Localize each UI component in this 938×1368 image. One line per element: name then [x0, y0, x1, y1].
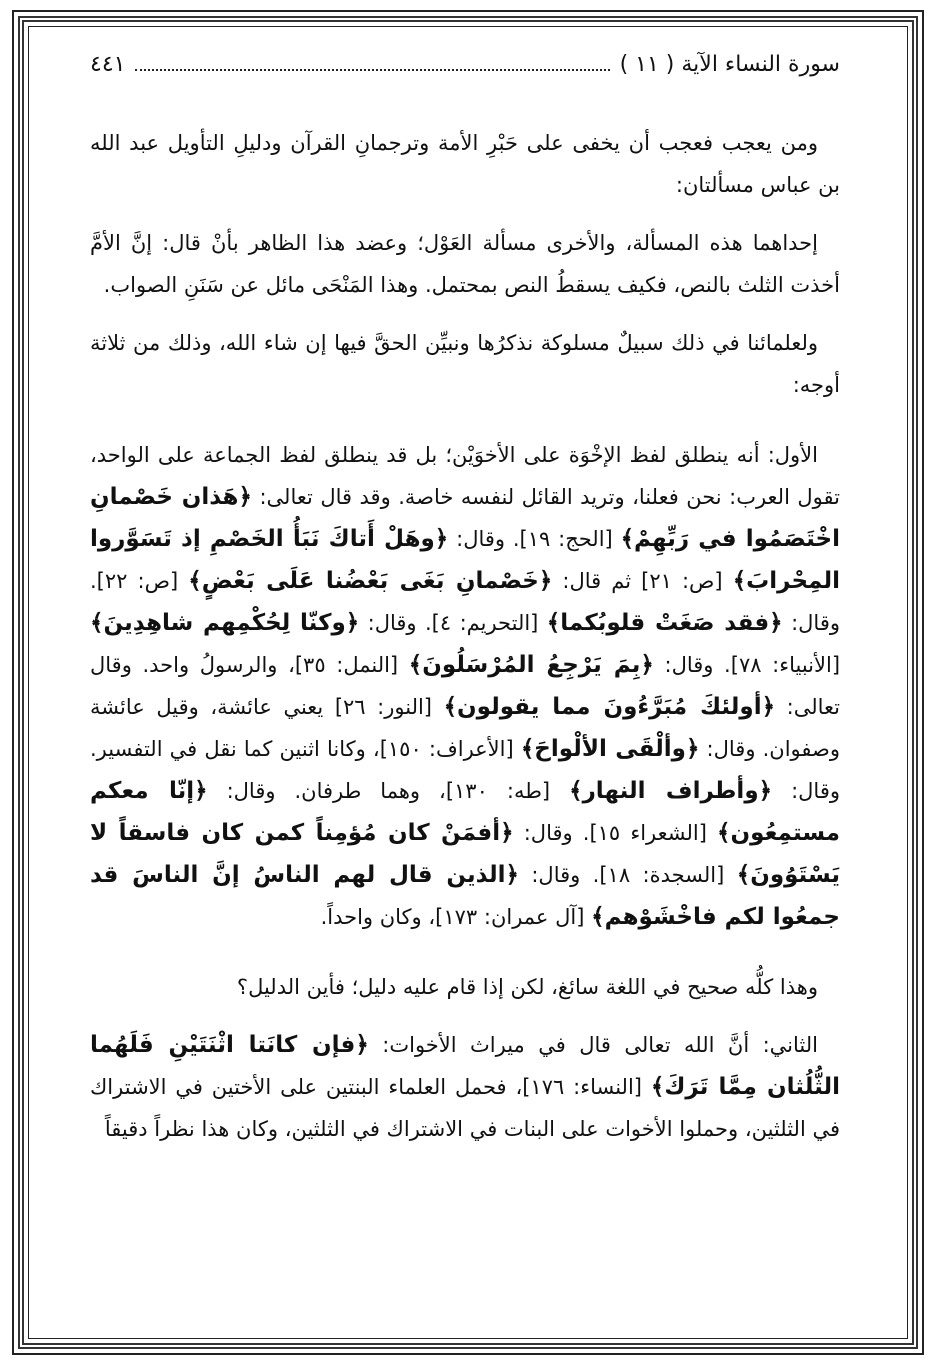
body-text: ومن يعجب فعجب أن يخفى على حَبْرِ الأمة وترجمانِ القرآن ودليلِ التأويل عبد الله بن عباس مسألتان:	[90, 131, 840, 197]
body-text: [النساء: ١٧٦]، فحمل العلماء البنتين على الأختين في الاشتراك في الثلثين، وحملوا الأخوات على البنات في الاشتراك في الثلثين، وكان هذا نظراً دقيقاً	[90, 1075, 840, 1141]
body-text: [ص: ٢١] ثم قال:	[552, 569, 733, 593]
quran-verse: ﴿وألْقَى الألْواحَ﴾	[520, 736, 700, 762]
quran-verse: ﴿خَصْمانِ بَغَى بَعْضُنا عَلَى بَعْضٍ﴾	[188, 568, 553, 594]
quran-verse: ﴿وأطراف النهار﴾	[569, 778, 773, 804]
paragraph-4	[90, 434, 840, 938]
quran-verse: ﴿فقد صَغَتْ قلوبُكما﴾	[546, 610, 783, 636]
paragraph-1	[90, 122, 840, 206]
body-text: [النمل: ٣٥]، والرسولُ واحد. وقال تعالى:	[90, 653, 840, 719]
body-text: [السجدة: ١٨]. وقال:	[518, 863, 737, 887]
body-text: الأول: أنه ينطلق لفظ الإخْوَة على الأخوَيْن؛ بل قد ينطلق لفظ الجماعة على الواحد، تقول العرب: نحن فعلنا، وتريد القائل لنفسه خاصة. وقد قال تعالى:	[90, 443, 840, 509]
leader-dots	[135, 69, 609, 71]
body-text: [الأنبياء: ٧٨]. وقال:	[653, 653, 841, 677]
paragraph-2	[90, 222, 840, 306]
quran-verse: ﴿الذين قال لهم الناسُ إنَّ الناسَ قد جمعُوا لكم فاخْشَوْهم﴾	[90, 862, 840, 930]
quran-verse: ﴿أفمَنْ كان مُؤمِناً كمن كان فاسقاً لا يَسْتَوُونَ﴾	[90, 820, 840, 888]
body-text: [الشعراء ١٥]. وقال:	[513, 821, 718, 845]
paragraph-6	[90, 1024, 840, 1150]
quran-verse: ﴿أولئكَ مُبَرَّءُونَ مما يقولون﴾	[443, 694, 776, 720]
body-text: ولعلمائنا في ذلك سبيلٌ مسلوكة نذكرُها ونبيِّن الحقَّ فيها إن شاء الله، وذلك من ثلاثة أوجه:	[90, 331, 840, 397]
surah-heading: سورة النساء الآية ( ١١ )	[619, 52, 840, 77]
body-text: [طه: ١٣٠]، وهما طرفان. وقال:	[207, 779, 570, 803]
quran-verse: ﴿إنّا معكم مستمِعُون﴾	[90, 778, 841, 846]
page-number: ٤٤١	[90, 52, 126, 77]
paragraph-5	[90, 966, 840, 1008]
body-text: [التحريم: ٤]. وقال:	[359, 611, 547, 635]
quran-verse: ﴿هَذان خَصْمانِ اخْتَصَمُوا في رَبِّهِمْ﴾	[90, 484, 841, 552]
quran-verse: ﴿وكنّا لِحُكْمِهم شاهِدِينَ﴾	[90, 610, 360, 636]
body-text: وهذا كلُّه صحيح في اللغة سائغ، لكن إذا قام عليه دليل؛ فأين الدليل؟	[236, 975, 818, 999]
body-text: [الحج: ١٩]. وقال:	[448, 527, 621, 551]
body-text: [ص: ٢٢]. وقال:	[90, 569, 840, 635]
running-header	[90, 52, 840, 86]
quran-verse: ﴿فإن كانَتا اثْنَتَيْنِ فَلَهُما الثُّلُثان مِمَّا تَرَكَ﴾	[90, 1032, 840, 1100]
body-text: [النور: ٢٦] يعني عائشة، وقيل عائشة وصفوان. وقال:	[90, 695, 840, 761]
body-text: [الأعراف: ١٥٠]، وكانا اثنين كما نقل في التفسير. وقال:	[90, 737, 840, 803]
quran-verse: ﴿بِمَ يَرْجِعُ المُرْسَلُونَ﴾	[408, 652, 654, 678]
quran-verse: ﴿وهَلْ أَتاكَ نَبَأُ الخَصْمِ إذ تَسَوَّروا المِحْرابَ﴾	[90, 526, 840, 594]
body-text: [آل عمران: ١٧٣]، وكان واحداً.	[320, 905, 592, 929]
body-text: الثاني: أنَّ الله تعالى قال في ميراث الأخوات:	[368, 1033, 818, 1057]
paragraph-3	[90, 322, 840, 406]
body-text: إحداهما هذه المسألة، والأخرى مسألة العَوْل؛ وعضد هذا الظاهر بأنْ قال: إنَّ الأمَّ أخذت الثلث بالنص، فكيف يسقطُ النص بمحتمل. وهذا المَنْحَى مائل عن سَنَنِ الصواب.	[90, 231, 840, 297]
page-content	[90, 52, 840, 1166]
